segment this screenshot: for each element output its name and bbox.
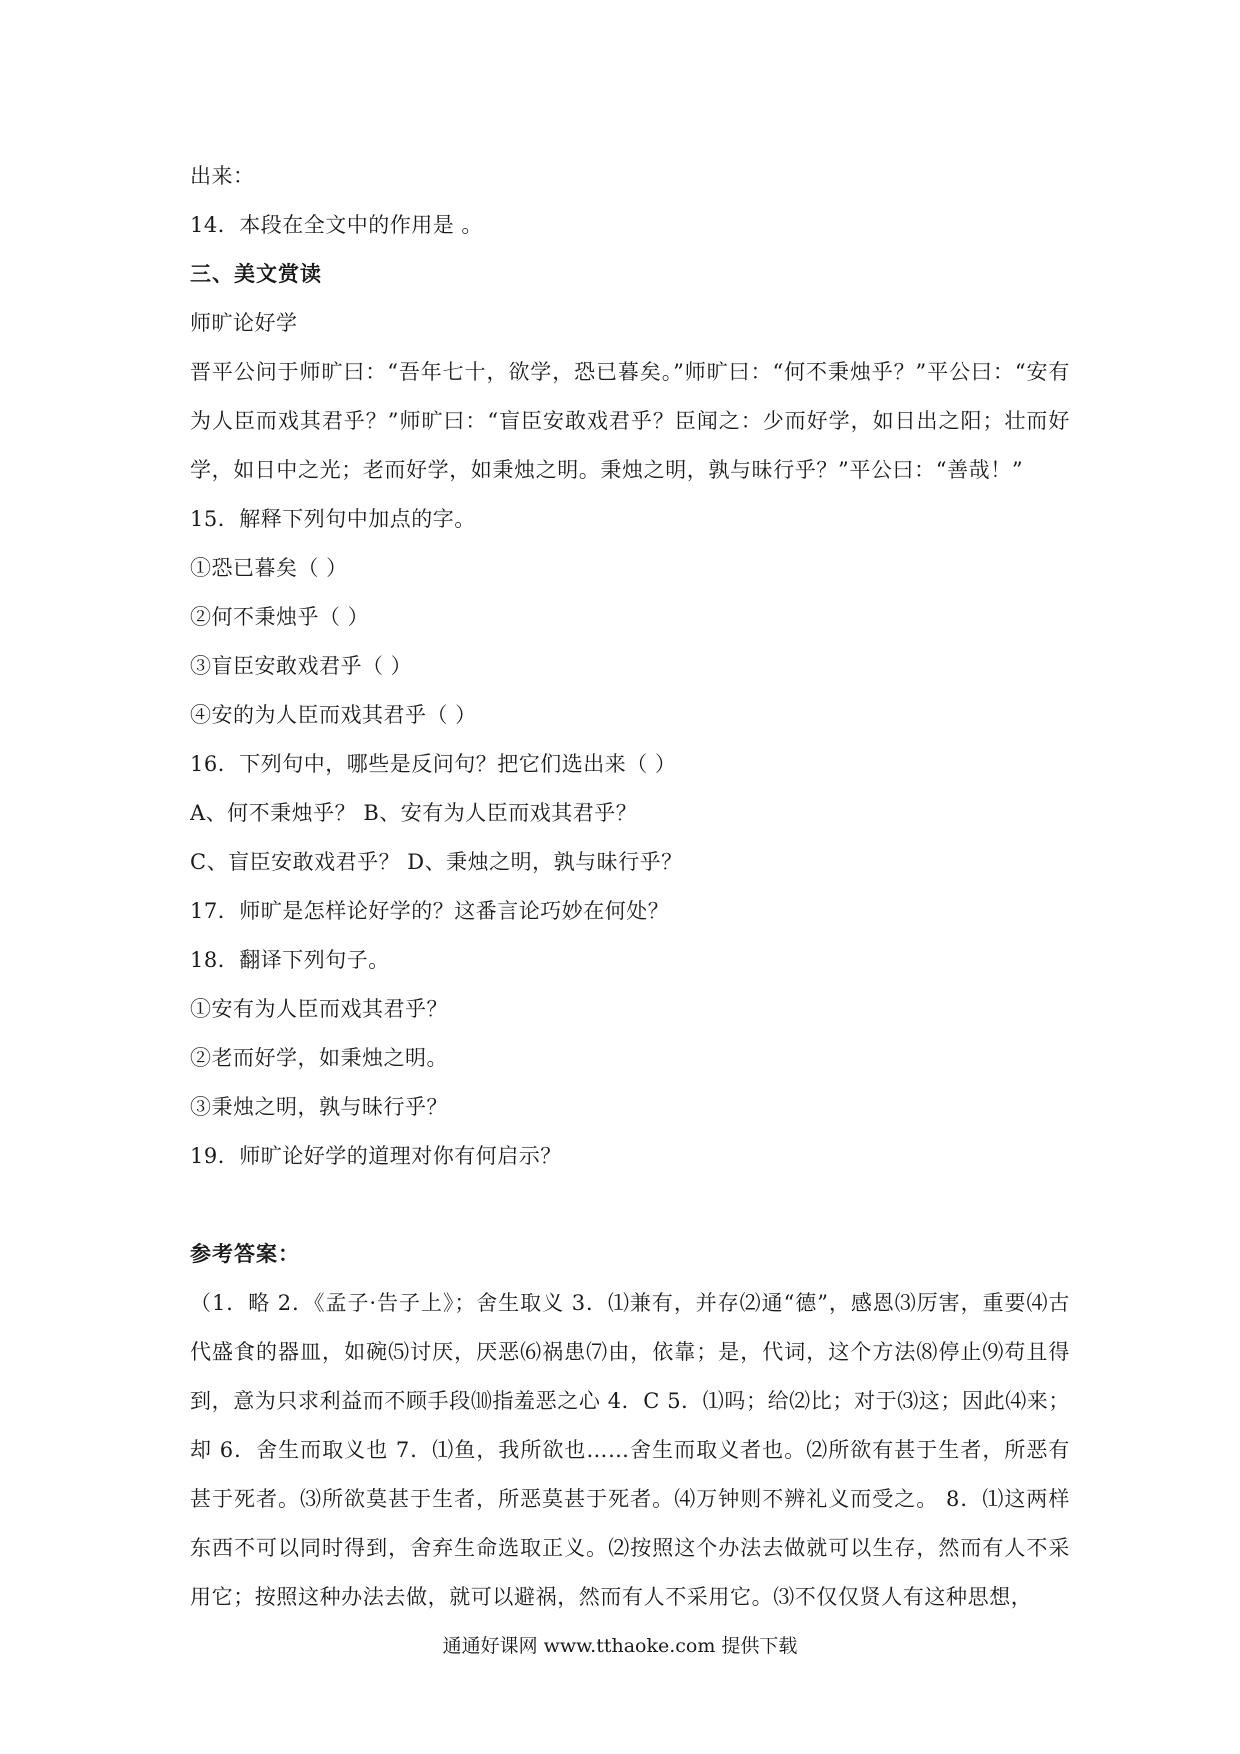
passage-title: 师旷论好学 — [190, 311, 298, 335]
page-footer: 通通好课网 www.tthaoke.com 提供下载 — [442, 1635, 798, 1657]
question-15-item-3: ③盲臣安敢戏君乎（ ） — [190, 654, 413, 678]
answers-text: （1．略 2．《孟子·告子上》；舍生取义 3．⑴兼有，并存⑵通“德”，感恩⑶厉害，重要⑷古代盛食的器皿，如碗⑸讨厌，厌恶⑹祸患⑺由，依靠；是，代词，这个方法⑻停止⑼苟且得到，意为只求利益而不顾手段⑽指羞恶之心 4．C 5．⑴吗；给⑵比；对于⑶这；因此⑷来；却 6．舍生而取义也 7．⑴鱼，我所欲也……舍生而取义者也。⑵所欲有甚于生者，所恶有甚于死者。⑶所欲莫甚于生者，所恶莫甚于死者。⑷万钟则不辨礼义而受之。 8．⑴这两样东西不可以同时得到，舍弃生命选取正义。⑵按照这个办法去做就可以生存，然而有人不采用它；按照这种办法去做，就可以避祸，然而有人不采用它。⑶不仅仅贤人有这种思想， — [190, 1291, 1070, 1609]
question-15-item-4: ④安的为人臣而戏其君乎（ ） — [190, 703, 477, 727]
question-16-options-ab: A、何不秉烛乎？ B、安有为人臣而戏其君乎？ — [190, 801, 638, 825]
question-18: 18．翻译下列句子。 — [190, 948, 390, 972]
question-14: 14．本段在全文中的作用是 。 — [190, 213, 483, 237]
section-heading: 三、美文赏读 — [190, 262, 322, 286]
text-line: 出来： — [190, 164, 255, 188]
question-18-item-2: ②老而好学，如秉烛之明。 — [190, 1046, 448, 1070]
document-body — [190, 152, 1070, 1622]
question-15: 15．解释下列句中加点的字。 — [190, 507, 476, 531]
passage-text: 晋平公问于师旷曰：“吾年七十，欲学，恐已暮矣。”师旷曰：“何不秉烛乎？”平公曰：“安有为人臣而戏其君乎？”师旷曰：“盲臣安敢戏君乎？臣闻之：少而好学，如日出之阳；壮而好学，如日中之光；老而好学，如秉烛之明。秉烛之明，孰与昧行乎？”平公曰：“善哉！” — [190, 360, 1070, 482]
question-18-item-1: ①安有为人臣而戏其君乎？ — [190, 997, 448, 1021]
question-16: 16．下列句中，哪些是反问句？把它们选出来（ ） — [190, 752, 677, 776]
question-15-item-2: ②何不秉烛乎（ ） — [190, 605, 370, 629]
answers-heading: 参考答案： — [190, 1242, 300, 1266]
question-18-item-3: ③秉烛之明，孰与昧行乎？ — [190, 1095, 448, 1119]
question-15-item-1: ①恐已暮矣（ ） — [190, 556, 348, 580]
question-19: 19．师旷论好学的道理对你有何启示？ — [190, 1144, 562, 1168]
question-17: 17．师旷是怎样论好学的？这番言论巧妙在何处？ — [190, 899, 670, 923]
question-16-options-cd: C、盲臣安敢戏君乎？ D、秉烛之明，孰与昧行乎？ — [190, 850, 683, 874]
